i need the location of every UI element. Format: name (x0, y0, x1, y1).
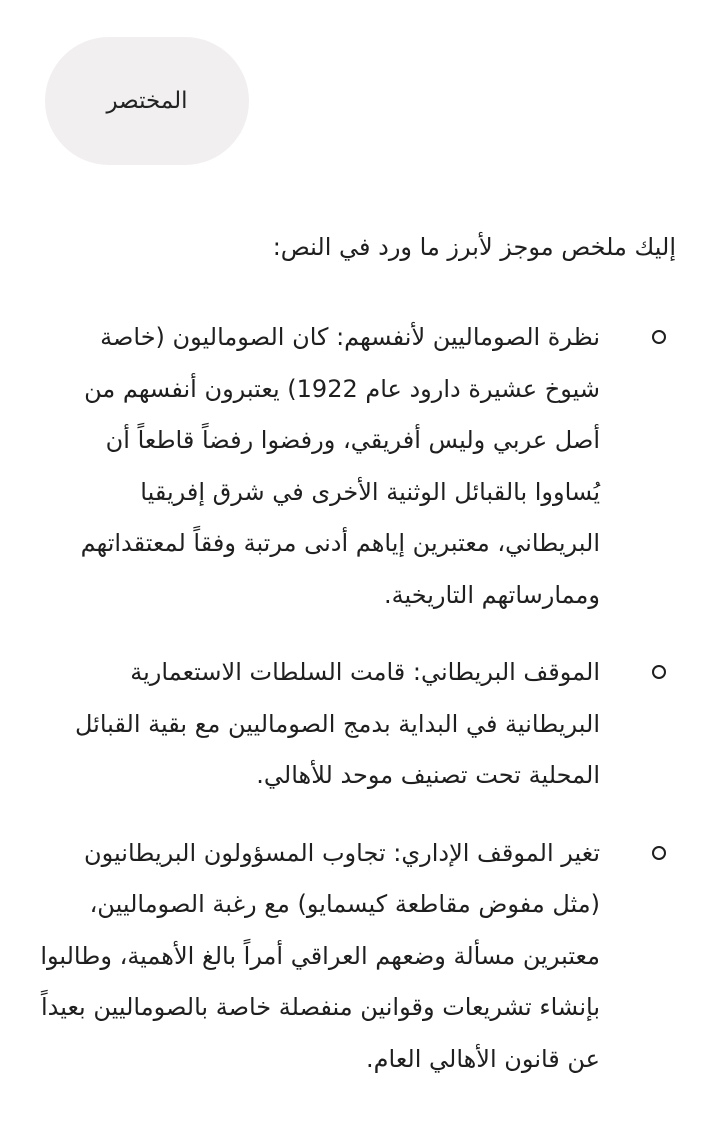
summary-intro: إليك ملخص موجز لأبرز ما ورد في النص: (272, 233, 676, 261)
summary-chip-label: المختصر (106, 88, 188, 114)
summary-content (40, 222, 678, 1111)
bullet-text: نظرة الصوماليين لأنفسهم: كان الصوماليون (خاصة شيوخ عشيرة دارود عام 1922) يعتبرون أنفسهم من أصل عربي وليس أفريقي، ورفضوا رفضاً قاطعاً أن يُساووا بالقبائل الوثنية الأخرى في شرق إفريقيا البريطاني، معتبرين إياهم أدنى مرتبة وفقاً لمعتقداتهم وممارساتهم التاريخية. (80, 323, 600, 609)
bullet-item-self-view (40, 312, 678, 621)
bullet-text: الموقف البريطاني: قامت السلطات الاستعمارية البريطانية في البداية بدمج الصوماليين مع بقية القبائل المحلية تحت تصنيف موحد للأهالي. (75, 658, 600, 789)
bullet-item-british-position (40, 647, 678, 802)
hollow-circle-bullet-icon (652, 846, 666, 860)
bullet-text: تغير الموقف الإداري: تجاوب المسؤولون البريطانيون (مثل مفوض مقاطعة كيسمايو) مع رغبة الصوماليين، معتبرين مسألة وضعهم العراقي أمراً بالغ الأهمية، وطالبوا بإنشاء تشريعات وقوانين منفصلة خاصة بالصوماليين بعيداً عن قانون الأهالي العام. (40, 838, 600, 1073)
hollow-circle-bullet-icon (652, 330, 666, 344)
summary-bullet-list (40, 312, 678, 1085)
summary-chip-button[interactable] (45, 37, 249, 165)
bullet-item-administrative-change (40, 828, 678, 1086)
hollow-circle-bullet-icon (652, 665, 666, 679)
